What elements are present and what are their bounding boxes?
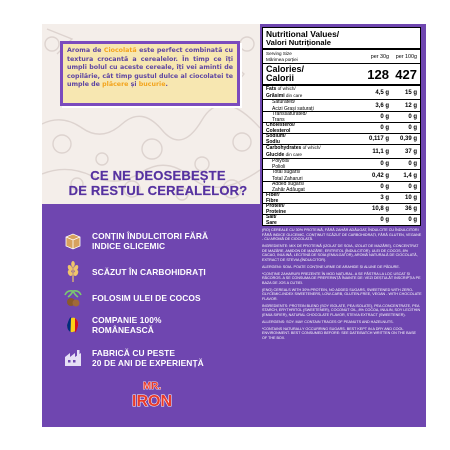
ingredients-en-allergens: ALLERGENS: SOY. MAY CONTAIN TRACES OF PEANUTS AND HAZELNUTS.: [262, 319, 394, 324]
feature-item: [42, 261, 260, 283]
serving-v1: per 30g: [370, 53, 389, 60]
row-value-30g: 11,1 g: [372, 148, 389, 155]
row-value-30g: 3 g: [380, 195, 389, 201]
row-label-en-extra: of which/: [302, 145, 321, 151]
ingredients-ro-list: INGREDIENTE: MIX DE PROTEINĂ (IZOLAT DE SOIA, IZOLAT DE MAZĂRE), CONCENTRAT DE MAZĂRE, AMIDON DE MAZĂRE, ERITRITOL (ÎNDULCITOR). ULEI DE COCOS, 8% CACAO, INULINĂ, LECITINĂ DE SOIA (EMULGATOR), AROMĂ NATURALĂ DE CIOCOLATĂ, EXTRACT DE STEVIA (ÎNDULCITOR).: [262, 244, 419, 262]
row-label-en: Carbohydrates: [266, 145, 302, 152]
ingredients-block: [262, 228, 422, 343]
ingredients-en-title: (ENG) CEREALS WITH 30% PROTEIN, NO ADDED SUGARS, SWEETENED WITH ZERO-GLYCEMIC-INDEX SWEETENERS, LOW-CARB, GLUTEN-FREE, VEGAN - WITH CHOCOLATE FLAVOR.: [262, 287, 422, 301]
row-label-ro: Glucide: [266, 151, 285, 158]
row-label-en: Salt/: [266, 213, 277, 220]
row-label-en: Polyols/: [272, 157, 290, 164]
feature-item: [42, 314, 260, 336]
ingredients-ro-title: (RO) CEREALE CU 30% PROTEINĂ, FĂRĂ ZAHĂR ADĂUGAT, ÎNDULCITE CU ÎNDULCITORI FĂRĂ INDICE GLICEMIC, CONȚINUT SCĂZUT DE CARBOHIDRAȚI, FĂRĂ GLUTEN, VEGANE - CU AROMĂ DE CIOCOLATĂ.: [262, 228, 422, 241]
row-label-en: Fats: [266, 86, 277, 93]
row-label-en: Transsaturated/: [272, 110, 307, 117]
wheat-icon: [62, 261, 84, 283]
row-label-en: Protein/: [266, 202, 285, 209]
row-value-100g: 37 g: [404, 148, 417, 155]
nutrition-row: [263, 134, 420, 145]
row-value-100g: 1,4 g: [403, 172, 417, 179]
row-value-30g: 0,42 g: [371, 172, 389, 179]
row-value-30g: 0 g: [380, 125, 389, 131]
feature-item: [42, 287, 260, 309]
feature-line-1: FOLOSIM ULEI DE COCOS: [92, 293, 201, 303]
row-label-ro-extra: din care: [285, 92, 303, 98]
ingredients-en-notes: *CONTAINS NATURALLY OCCURRING SUGARS. BEST KEPT IN A DRY AND COOL ENVIRONMENT. BEST CONSUMED BEFORE: SEE DATE/BATCH WRITTEN ON THE BASE OF THE BOX.: [262, 326, 417, 340]
row-value-100g: 0 g: [408, 184, 417, 190]
intro-segment: .: [165, 81, 168, 89]
logo-line-2: IRON: [132, 393, 172, 410]
row-value-100g: 0 g: [408, 125, 417, 131]
row-value-30g: 0 g: [380, 217, 389, 223]
row-label-ro: Proteine: [266, 209, 287, 215]
coconut-icon: [62, 287, 84, 309]
intro-highlight: bucurie: [138, 81, 166, 89]
row-label-ro: Fibre: [266, 198, 279, 204]
feature-line-1: SCĂZUT ÎN CARBOHIDRAȚI: [92, 267, 206, 277]
intro-segment: este perfect combinată cu textura crocantă a cerealelor. În timp ce îți umpli bolul cu aceste cereale, îți vei aminti de copilărie, cât timp gustul dulce al ciocolatei te umple de: [67, 47, 233, 89]
row-value-30g: 0,117 g: [368, 136, 389, 142]
feature-item: [42, 347, 260, 369]
romania-flag-icon: [62, 314, 84, 336]
row-label-en: Total sugars/: [272, 169, 301, 176]
row-value-100g: 0 g: [408, 217, 417, 223]
row-value-30g: 4,5 g: [375, 89, 389, 96]
nutrition-subtitle: Valori Nutriționale: [263, 39, 420, 50]
row-value-30g: 10,8 g: [371, 206, 389, 212]
row-label-ro-extra: din care: [285, 151, 302, 157]
intro-text-box: [60, 41, 240, 106]
row-label-en-extra: of which/: [277, 86, 296, 92]
serving-label: Serving Size: [266, 51, 292, 57]
row-label-en: Fiber/: [266, 191, 280, 198]
feature-item: [42, 230, 260, 252]
row-value-100g: 0 g: [408, 114, 417, 120]
intro-text: [67, 47, 233, 88]
row-label-en: Added sugars/: [272, 180, 305, 187]
row-label-ro: Colesterol: [266, 128, 291, 134]
serving-label-ro: Mărimea porției: [266, 56, 298, 62]
package-icon: [62, 230, 84, 252]
nutrition-title: Nutritional Values/: [266, 29, 340, 39]
feature-line-2: ROMÂNEASCĂ: [92, 325, 154, 335]
mr-iron-logo: [122, 378, 182, 412]
row-label-ro: Sodiu: [266, 139, 280, 145]
factory-icon: [62, 347, 84, 369]
row-value-30g: 0 g: [380, 114, 389, 120]
headline: [58, 168, 258, 198]
intro-highlight: Ciocolată: [103, 47, 137, 54]
row-value-30g: 3,6 g: [375, 102, 389, 109]
row-label-ro: Acizi Grași saturați: [272, 105, 314, 112]
feature-line-1: CONȚIN ÎNDULCITORI FĂRĂ: [92, 231, 209, 241]
row-label-en: Cholesterol/: [266, 121, 295, 128]
row-value-100g: 12 g: [404, 102, 417, 109]
feature-line-2: INDICE GLICEMIC: [92, 241, 166, 251]
serving-v2: per 100g: [395, 53, 417, 60]
feature-line-1: FABRICĂ CU PESTE: [92, 348, 176, 358]
row-label-ro: Grăsimi: [266, 92, 285, 99]
row-value-100g: 36 g: [404, 206, 417, 212]
headline-line-2: DE RESTUL CEREALELOR?: [68, 183, 248, 198]
intro-highlight: plăcere: [102, 81, 129, 89]
ingredients-ro-notes: *CONȚINE ZAHARURI PREZENTE ÎN MOD NATURAL. A SE PĂSTRA LA LOC USCAT ȘI RĂCOROS. A SE CONSUMA DE PREFERINȚĂ ÎNAINTE DE: VEZI DEȘTULĂT INSCRIPȚIA PE BAZA DE JOS A CUTIEI.: [262, 271, 421, 285]
logo-line-1: MR.: [142, 381, 162, 392]
row-label-ro: Sare: [266, 220, 277, 226]
row-value-100g: 0 g: [408, 161, 417, 167]
calories-v2: 427: [395, 66, 417, 82]
nutrition-table: [262, 27, 421, 226]
row-label-ro: Zahăr Adăugat: [272, 187, 305, 193]
feature-line-2: 20 DE ANI DE EXPERIENȚĂ: [92, 358, 204, 368]
calories-row: [263, 64, 420, 86]
row-value-30g: 0 g: [380, 161, 389, 167]
calories-label: Calories/: [266, 64, 305, 74]
intro-segment: Aroma de: [67, 47, 104, 54]
intro-segment: și: [128, 81, 139, 89]
serving-row: [263, 50, 420, 64]
calories-v1: 128: [367, 66, 389, 82]
row-label-en: Saturated/: [272, 99, 296, 106]
row-label-ro: Trans: [272, 117, 285, 123]
nutrition-row: [263, 215, 420, 226]
row-value-100g: 10 g: [404, 195, 417, 201]
row-value-100g: 15 g: [404, 89, 417, 96]
nutrition-row: [263, 86, 420, 100]
ingredients-en-list: INGREDIENTS: PROTEIN BLEND (SOY ISOLATE, PEA ISOLATE), PEA CONCENTRATE, PEA STARCH, ERYTHRITOL (SWEETENER), COCONUT OIL, 8% COCOA, INULIN, SOY LECITHIN (EMULSIFIER), NATURAL CHOCOLATE FLAVOR, STEVIA EXTRACT (SWEETENER).: [262, 303, 421, 317]
headline-line-1: CE NE DEOSEBEȘTE: [90, 168, 226, 183]
row-label-ro: Total Zaharuri: [272, 175, 303, 182]
row-label-en: Sodium/: [266, 132, 286, 139]
feature-line-1: COMPANIE 100%: [92, 315, 162, 325]
row-label-ro: Polioli: [272, 164, 286, 170]
row-value-30g: 0 g: [380, 184, 389, 190]
calories-label-ro: Calorii: [266, 73, 295, 83]
row-value-100g: 0,39 g: [399, 136, 417, 142]
ingredients-ro-allergens: ALERGENI: SOIA. POATE CONȚINE URME DE ARAHIDE ȘI ALUNE DE PĂDURE.: [262, 264, 400, 269]
